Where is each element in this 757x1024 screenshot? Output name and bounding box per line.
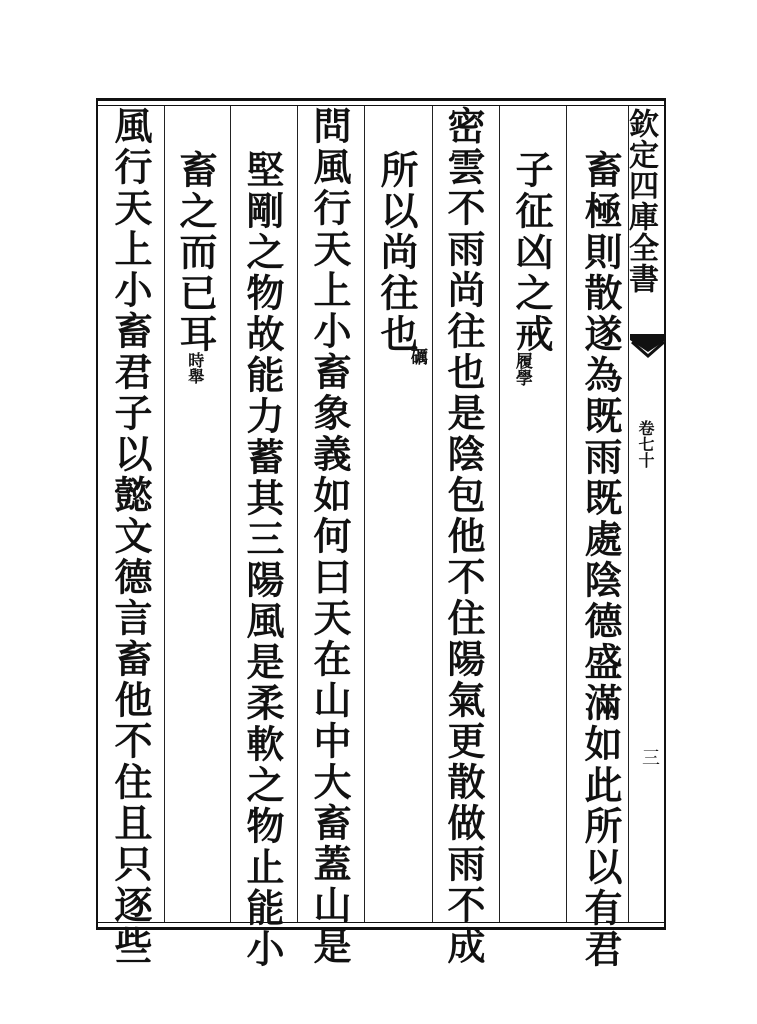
left-border [96,98,98,930]
column-2-note: 履學 [511,352,532,386]
text-column-2: 子征凶之戒 [509,150,554,355]
text-column-7: 畜之而已耳 [173,150,218,355]
top-border [96,98,666,101]
top-border-inner [96,105,666,106]
column-divider [230,106,231,922]
text-column-1: 畜極則散遂為既雨既處陰德盛滿如此所以有君 [578,150,623,970]
right-border [664,98,666,930]
column-divider [566,106,567,922]
text-column-4: 所以尚往也 [374,150,419,355]
fish-tail-mark-icon [628,330,668,370]
text-column-8: 風行天上小畜君子以懿文德言畜他不住且只逐些 [108,106,153,967]
page-number: 三 [639,748,660,766]
book-title: 欽定四庫全書 [623,108,658,294]
column-divider [432,106,433,922]
volume-label: 卷七十 [636,420,655,468]
text-column-6: 堅剛之物故能力蓄其三陽風是柔軟之物止能小 [240,150,285,970]
column-divider [297,106,298,922]
column-7-note: 時舉 [185,352,205,384]
text-column-3: 密雲不雨尚往也是陰包他不住陽氣更散做雨不成 [441,106,486,967]
column-4-note: 礪 [406,348,427,365]
column-divider [499,106,500,922]
column-divider [364,106,365,922]
text-column-5: 問風行天上小畜象義如何曰天在山中大畜蓋山是 [307,106,352,967]
column-divider [164,106,165,922]
